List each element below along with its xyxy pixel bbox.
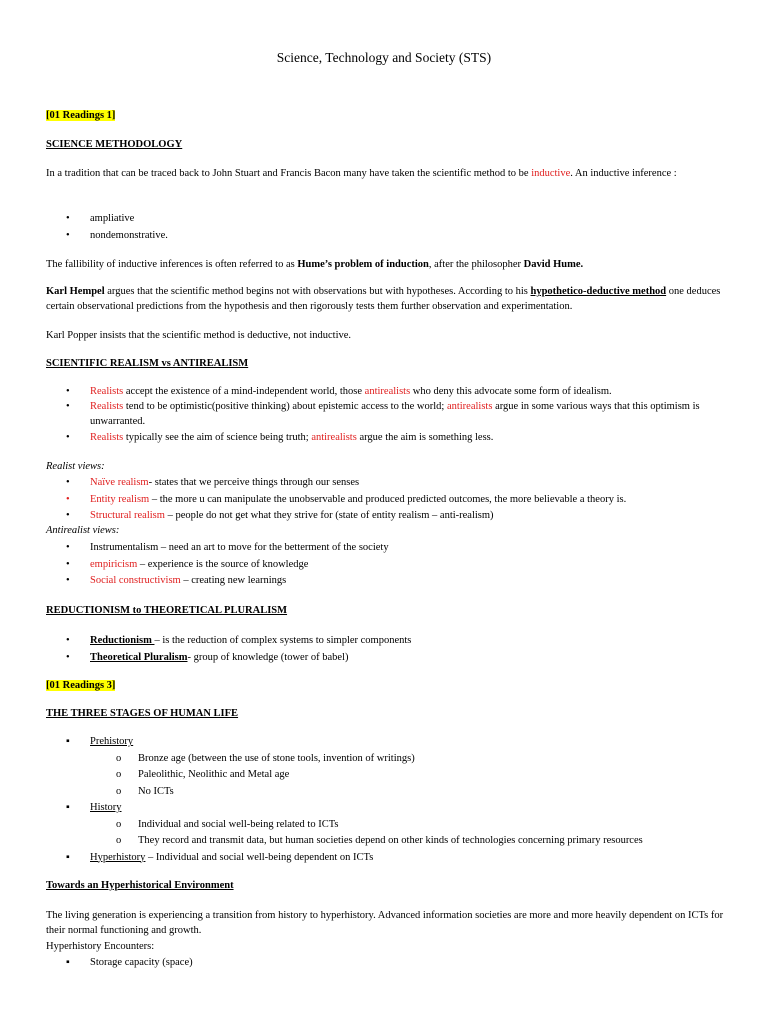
list-item: • Social constructivism – creating new learnings	[66, 575, 287, 586]
list-item: • Realists tend to be optimistic(positive thinking) about epistemic access to the world; antirealists argue in some various ways that this optimism is unwarranted.	[66, 401, 700, 428]
list-item: • Instrumentalism – need an art to move for the betterment of the society	[66, 542, 389, 553]
stages-heading: THE THREE STAGES OF HUMAN LIFE	[46, 708, 239, 719]
inductive-list	[46, 210, 730, 244]
reductionism-list	[46, 632, 730, 666]
list-item: ▪ Prehistory	[66, 736, 134, 747]
towards-heading: Towards an Hyperhistorical Environment	[46, 880, 234, 891]
list-item: • ampliative	[66, 213, 135, 224]
list-item: • Naïve realism- states that we perceive things through our senses	[66, 477, 360, 488]
list-item: • Realists accept the existence of a mind-independent world, those antirealists who deny this advocate some form of idealism.	[66, 386, 612, 397]
encounters-label: Hyperhistory Encounters:	[46, 941, 155, 952]
science-methodology-heading: SCIENCE METHODOLOGY	[46, 139, 183, 150]
readings-3-tag: [01 Readings 3]	[46, 680, 116, 691]
list-item: • Realists typically see the aim of science being truth; antirealists argue the aim is something less.	[66, 431, 494, 443]
list-item: • Reductionism – is the reduction of complex systems to simpler components	[66, 635, 412, 646]
list-item: o Paleolithic, Neolithic and Metal age	[116, 769, 290, 780]
antirealist-views-list	[46, 540, 730, 590]
list-item: ▪ Storage capacity (space)	[66, 957, 193, 968]
list-item: • nondemonstrative.	[66, 230, 168, 241]
list-item: • Theoretical Pluralism- group of knowledge (tower of babel)	[66, 652, 349, 663]
document-title: Science, Technology and Society (STS)	[276, 50, 492, 65]
readings-1-tag: [01 Readings 1]	[46, 110, 116, 121]
stages-list	[46, 734, 730, 866]
list-item: • Structural realism – people do not get what they strive for (state of entity realism – anti-realism)	[66, 510, 494, 521]
popper-paragraph: Karl Popper insists that the scientific method is deductive, not inductive.	[46, 330, 352, 341]
list-item: • Entity realism – the more u can manipulate the unobservable and produced predicted outcomes, the more believable a theory is.	[66, 493, 627, 505]
realism-list	[46, 384, 730, 445]
list-item: o Individual and social well-being related to ICTs	[116, 818, 339, 830]
transition-paragraph: The living generation is experiencing a transition from history to hyperhistory. Advanced information societies are more and more heavily dependent on ICTs for their normal functioning and growth.	[46, 910, 724, 937]
list-item: ▪ Hyperhistory – Individual and social well-being dependent on ICTs	[66, 851, 374, 863]
reductionism-heading: REDUCTIONISM to THEORETICAL PLURALISM	[46, 605, 288, 616]
inductive-paragraph: In a tradition that can be traced back to John Stuart and Francis Bacon many have taken the scientific method to be inductive. An inductive inference :	[46, 168, 677, 179]
realism-heading: SCIENTIFIC REALISM vs ANTIREALISM	[46, 358, 249, 369]
list-item: o No ICTs	[116, 785, 174, 797]
hempel-paragraph: Karl Hempel argues that the scientific method begins not with observations but with hypotheses. According to his hypothetico-deductive method one deduces certain observational predictions from the hypothesis and then rigorously tests them further observation and experimentation.	[46, 286, 721, 313]
list-item: o They record and transmit data, but human societies depend on other kinds of technologies concerning primary resources	[116, 835, 643, 846]
list-item: • empiricism – experience is the source of knowledge	[66, 558, 309, 570]
antirealist-views-label: Antirealist views:	[46, 525, 120, 536]
realist-views-list	[46, 475, 730, 525]
encounters-list	[46, 955, 730, 970]
list-item: ▪ History	[66, 802, 122, 813]
hume-paragraph: The fallibility of inductive inferences is often referred to as Hume’s problem of induction, after the philosopher David Hume.	[46, 259, 584, 270]
realist-views-label: Realist views:	[46, 461, 105, 472]
list-item: o Bronze age (between the use of stone tools, invention of writings)	[116, 752, 415, 764]
